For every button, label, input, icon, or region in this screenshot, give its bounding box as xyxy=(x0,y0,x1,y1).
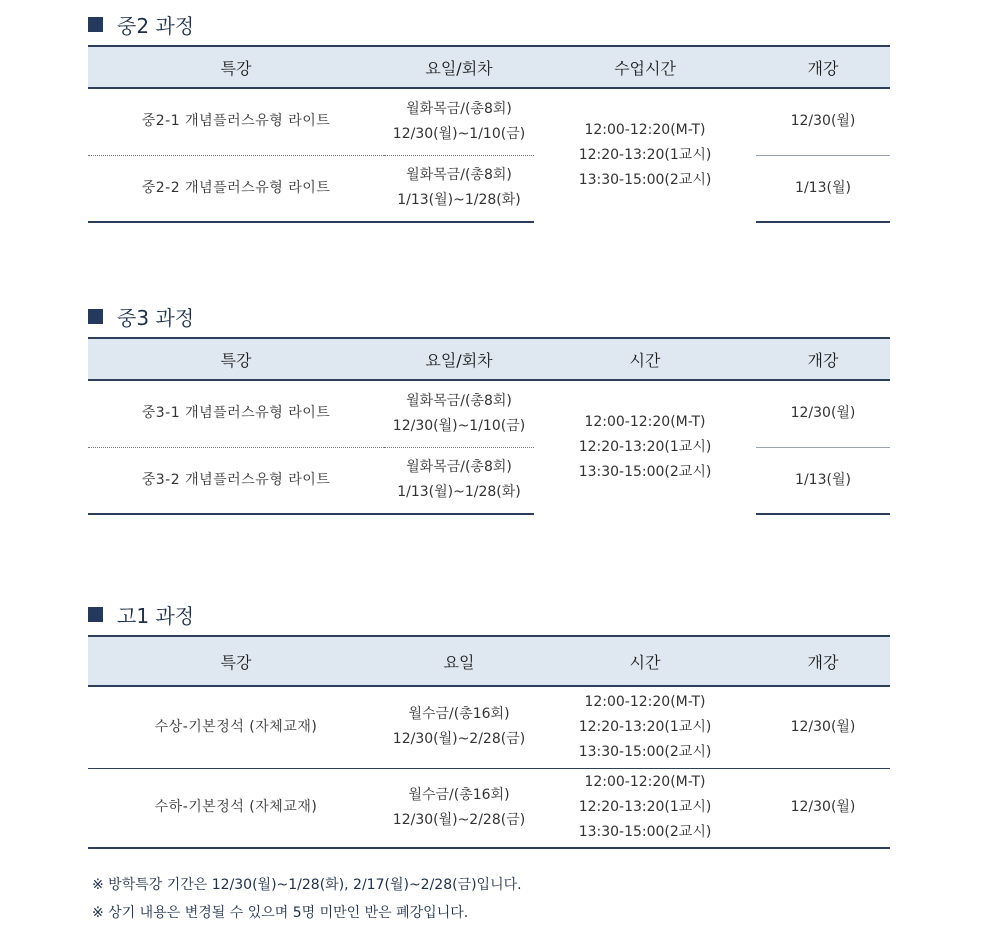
table-header-row xyxy=(88,46,890,88)
square-bullet-icon xyxy=(88,17,103,32)
header-course: 특강 xyxy=(88,338,384,380)
start-date: 12/30(월) xyxy=(756,380,890,447)
course-period: 1/13(월)~1/28(화) xyxy=(397,484,521,501)
time-slot: 12:20-13:20(1교시) xyxy=(578,799,712,816)
course-name: 중2-2 개념플러스유형 라이트 xyxy=(88,155,384,222)
course-days: 월화목금/(총8회) xyxy=(406,167,512,184)
time-slot: 12:00-12:20(M-T) xyxy=(584,693,706,710)
header-start: 개강 xyxy=(756,338,890,380)
section-title-text: 고1 과정 xyxy=(117,604,195,628)
header-days: 요일 xyxy=(384,636,534,686)
header-days: 요일/회차 xyxy=(384,46,534,88)
class-times xyxy=(534,88,756,222)
course-schedule xyxy=(384,155,534,222)
table-row xyxy=(88,155,890,222)
course-schedule xyxy=(384,447,534,514)
course-schedule xyxy=(384,88,534,155)
time-slot: 12:20-13:20(1교시) xyxy=(578,718,712,735)
start-date: 1/13(월) xyxy=(756,155,890,222)
course-schedule xyxy=(384,686,534,768)
class-times xyxy=(534,380,756,514)
section-title-high1 xyxy=(88,600,194,629)
table-row xyxy=(88,447,890,514)
course-days: 월화목금/(총8회) xyxy=(406,100,512,117)
course-name: 중2-1 개념플러스유형 라이트 xyxy=(88,88,384,155)
section-title-text: 중2 과정 xyxy=(117,14,195,38)
course-schedule xyxy=(384,768,534,848)
course-days: 월화목금/(총8회) xyxy=(406,392,512,409)
section-title-text: 중3 과정 xyxy=(117,306,195,330)
start-date: 12/30(월) xyxy=(756,686,890,768)
time-slot: 12:20-13:20(1교시) xyxy=(578,147,712,163)
section-title-middle3 xyxy=(88,302,194,331)
header-start: 개강 xyxy=(756,636,890,686)
header-course: 특강 xyxy=(88,46,384,88)
start-date: 12/30(월) xyxy=(756,88,890,155)
notes xyxy=(92,874,522,930)
course-period: 1/13(월)~1/28(화) xyxy=(397,192,521,209)
time-slot: 12:00-12:20(M-T) xyxy=(584,414,706,430)
table-header-row xyxy=(88,636,890,686)
table-row xyxy=(88,88,890,155)
start-date: 1/13(월) xyxy=(756,447,890,514)
time-slot: 12:00-12:20(M-T) xyxy=(584,122,706,138)
square-bullet-icon xyxy=(88,309,103,324)
time-slot: 13:30-15:00(2교시) xyxy=(578,172,712,188)
header-time: 시간 xyxy=(534,338,756,380)
note-period: ※ 방학특강 기간은 12/30(월)~1/28(화), 2/17(월)~2/28(금)입니다. xyxy=(92,877,522,893)
course-days: 월수금/(총16회) xyxy=(408,706,510,723)
header-start: 개강 xyxy=(756,46,890,88)
course-period: 12/30(월)~1/10(금) xyxy=(392,125,526,142)
course-table-middle2 xyxy=(88,45,890,223)
table-row xyxy=(88,768,890,848)
table-row xyxy=(88,380,890,447)
time-slot: 12:20-13:20(1교시) xyxy=(578,439,712,455)
header-time: 수업시간 xyxy=(534,46,756,88)
section-title-middle2 xyxy=(88,10,194,39)
start-date: 12/30(월) xyxy=(756,768,890,848)
course-name: 수하-기본정석 (자체교재) xyxy=(88,768,384,848)
course-table-high1 xyxy=(88,635,890,849)
time-slot: 12:00-12:20(M-T) xyxy=(584,774,706,791)
time-slot: 13:30-15:00(2교시) xyxy=(578,464,712,480)
table-header-row xyxy=(88,338,890,380)
course-period: 12/30(월)~2/28(금) xyxy=(392,731,526,748)
square-bullet-icon xyxy=(88,607,103,622)
course-period: 12/30(월)~2/28(금) xyxy=(392,811,526,828)
header-time: 시간 xyxy=(534,636,756,686)
time-slot: 13:30-15:00(2교시) xyxy=(578,743,712,760)
note-cancellation: ※ 상기 내용은 변경될 수 있으며 5명 미만인 반은 폐강입니다. xyxy=(92,905,469,921)
course-days: 월화목금/(총8회) xyxy=(406,459,512,476)
course-name: 중3-1 개념플러스유형 라이트 xyxy=(88,380,384,447)
table-row xyxy=(88,686,890,768)
course-table-middle3 xyxy=(88,337,890,515)
course-period: 12/30(월)~1/10(금) xyxy=(392,417,526,434)
course-days: 월수금/(총16회) xyxy=(408,786,510,803)
course-schedule xyxy=(384,380,534,447)
header-course: 특강 xyxy=(88,636,384,686)
course-name: 중3-2 개념플러스유형 라이트 xyxy=(88,447,384,514)
class-times xyxy=(534,768,756,848)
header-days: 요일/회차 xyxy=(384,338,534,380)
course-name: 수상-기본정석 (자체교재) xyxy=(88,686,384,768)
class-times xyxy=(534,686,756,768)
time-slot: 13:30-15:00(2교시) xyxy=(578,824,712,841)
